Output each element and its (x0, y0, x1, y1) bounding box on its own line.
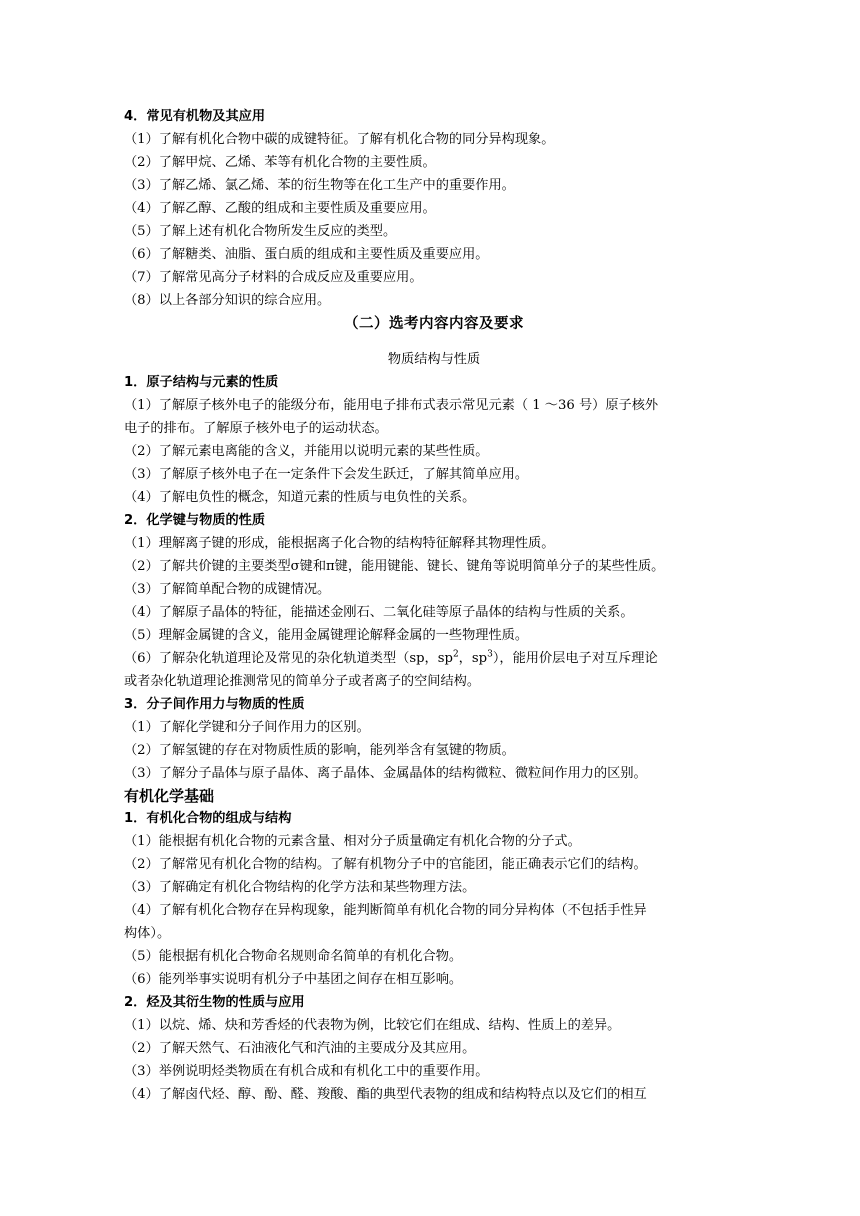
item-text: ，sp (458, 651, 488, 666)
list-item: （3）了解分子晶体与原子晶体、离子晶体、金属晶体的结构微粒、微粒间作用力的区别。 (124, 766, 647, 781)
list-item: （2）了解甲烷、乙烯、苯等有机化合物的主要性质。 (124, 155, 436, 170)
list-item: （8）以上各部分知识的综合应用。 (124, 293, 331, 308)
list-item: （2）了解氢键的存在对物质性质的影响，能列举含有氢键的物质。 (124, 743, 515, 758)
section-heading: 1．有机化合物的组成与结构 (124, 811, 292, 826)
list-item: （3）了解原子核外电子在一定条件下会发生跃迁，了解其简单应用。 (124, 467, 529, 482)
list-item: （1）了解有机化合物中碳的成键特征。了解有机化合物的同分异构现象。 (124, 132, 555, 147)
list-item: （2）了解常见有机化合物的结构。了解有机物分子中的官能团，能正确表示它们的结构。 (124, 857, 647, 872)
section-heading: 4．常见有机物及其应用 (124, 109, 266, 124)
section-heading: 3．分子间作用力与物质的性质 (124, 697, 305, 712)
list-item: （1）以烷、烯、炔和芳香烃的代表物为例，比较它们在组成、结构、性质上的差异。 (124, 1018, 621, 1033)
list-item: （3）举例说明烃类物质在有机合成和有机化工中的重要作用。 (124, 1064, 489, 1079)
list-item: （1）了解化学键和分子间作用力的区别。 (124, 720, 370, 735)
module-heading: 有机化学基础 (124, 787, 215, 805)
list-item: （1）能根据有机化合物的元素含量、相对分子质量确定有机化合物的分子式。 (124, 834, 581, 849)
list-item-continuation: 电子的排布。了解原子核外电子的运动状态。 (124, 421, 388, 436)
list-item: （3）了解简单配合物的成键情况。 (124, 582, 331, 597)
item-text: （6）了解杂化轨道理论及常见的杂化轨道类型（sp，sp (124, 651, 453, 666)
list-item: （4）了解卤代烃、醇、酚、醛、羧酸、酯的典型代表物的组成和结构特点以及它们的相互 (124, 1087, 647, 1102)
section-heading: 2．化学键与物质的性质 (124, 513, 266, 528)
list-item: （7）了解常见高分子材料的合成反应及重要应用。 (124, 270, 423, 285)
superscript: 2 (452, 649, 459, 660)
item-text: ），能用价层电子对互斥理论 (492, 651, 658, 666)
list-item: （3）了解乙烯、氯乙烯、苯的衍生物等在化工生产中的重要作用。 (124, 178, 515, 193)
list-item: （4）了解电负性的概念，知道元素的性质与电负性的关系。 (124, 490, 476, 505)
module-title: 物质结构与性质 (387, 352, 481, 367)
list-item: （1）了解原子核外电子的能级分布，能用电子排布式表示常见元素（ 1 ～36 号）原子核外 (124, 398, 659, 413)
document-body (124, 105, 744, 1106)
list-item: （2）了解元素电离能的含义，并能用以说明元素的某些性质。 (124, 444, 489, 459)
list-item-continuation: 或者杂化轨道理论推测常见的简单分子或者离子的空间结构。 (124, 674, 481, 689)
list-item: （3）了解确定有机化合物结构的化学方法和某些物理方法。 (124, 880, 476, 895)
list-item: （4）了解乙醇、乙酸的组成和主要性质及重要应用。 (124, 201, 436, 216)
list-item: （2）了解共价键的主要类型σ键和π键，能用键能、键长、键角等说明简单分子的某些性质。 (124, 559, 665, 574)
section-heading: 1．原子结构与元素的性质 (124, 375, 279, 390)
list-item-continuation: 构体）。 (124, 926, 171, 941)
list-item: （6）了解糖类、油脂、蛋白质的组成和主要性质及重要应用。 (124, 247, 489, 262)
list-item: （2）了解天然气、石油液化气和汽油的主要成分及其应用。 (124, 1041, 476, 1056)
list-item: （5）了解上述有机化合物所发生反应的类型。 (124, 224, 397, 239)
list-item: （1）理解离子键的形成，能根据离子化合物的结构特征解释其物理性质。 (124, 536, 555, 551)
list-item: （5）能根据有机化合物命名规则命名简单的有机化合物。 (124, 949, 463, 964)
list-item: （4）了解有机化合物存在异构现象，能判断简单有机化合物的同分异构体（不包括手性异 (124, 903, 647, 918)
list-item: （5）理解金属键的含义，能用金属键理论解释金属的一些物理性质。 (124, 628, 529, 643)
list-item: （4）了解原子晶体的特征，能描述金刚石、二氧化硅等原子晶体的结构与性质的关系。 (124, 605, 634, 620)
list-item (124, 647, 744, 670)
optional-section-title: （二）选考内容内容及要求 (344, 316, 524, 332)
superscript: 3 (487, 649, 493, 660)
section-heading: 2．烃及其衍生物的性质与应用 (124, 995, 305, 1010)
list-item: （6）能列举事实说明有机分子中基团之间存在相互影响。 (124, 972, 463, 987)
